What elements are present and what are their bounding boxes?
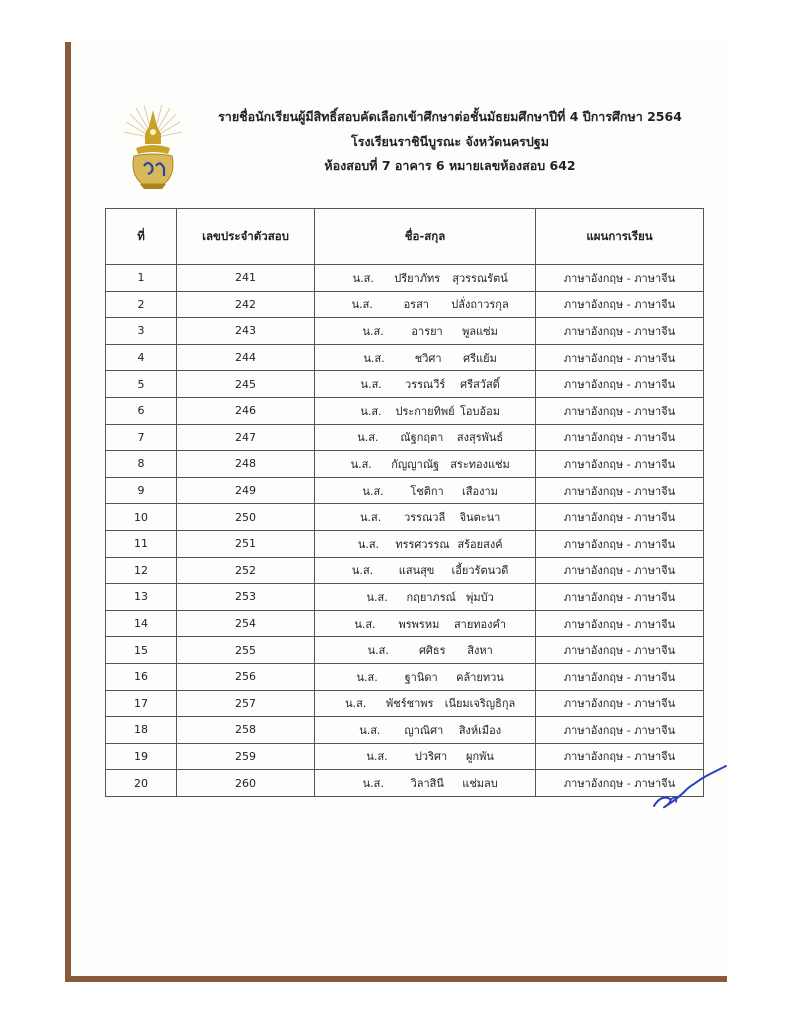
document-header [200, 105, 700, 179]
study-plan: ภาษาอังกฤษ - ภาษาจีน [536, 291, 704, 318]
last-name: พุ่มบัว [466, 590, 494, 604]
name-prefix: น.ส. [354, 617, 376, 631]
exam-id: 250 [177, 504, 315, 531]
last-name: เนียมเจริญธิกุล [444, 697, 516, 711]
last-name: ปลั่งถาวรกุล [451, 298, 509, 312]
table-row [106, 770, 704, 797]
name-prefix: น.ส. [359, 723, 381, 737]
name-prefix: น.ส. [367, 644, 389, 658]
row-number: 10 [106, 504, 177, 531]
last-name: สายทองคำ [453, 617, 507, 631]
table-row [106, 371, 704, 398]
study-plan: ภาษาอังกฤษ - ภาษาจีน [536, 318, 704, 345]
first-name: อรสา [403, 298, 429, 312]
study-plan: ภาษาอังกฤษ - ภาษาจีน [536, 265, 704, 292]
exam-id: 256 [177, 663, 315, 690]
first-name: ญาณิศา [404, 723, 444, 737]
row-number: 8 [106, 451, 177, 478]
row-number: 13 [106, 584, 177, 611]
first-name: วรรณวีร์ [405, 378, 446, 392]
first-name: ประกายทิพย์ [395, 404, 455, 418]
first-name: วรรณวลี [404, 511, 446, 525]
last-name: ศรีแย้ม [463, 351, 497, 365]
last-name: แช่มลบ [462, 777, 498, 791]
first-name: ปวริศา [414, 750, 448, 764]
row-number: 3 [106, 318, 177, 345]
table-body [106, 265, 704, 797]
name-prefix: น.ส. [362, 777, 384, 791]
exam-id: 260 [177, 770, 315, 797]
study-plan: ภาษาอังกฤษ - ภาษาจีน [536, 584, 704, 611]
name-prefix: น.ส. [352, 271, 374, 285]
row-number: 14 [106, 610, 177, 637]
student-name [315, 318, 536, 345]
student-roster-table [105, 208, 704, 797]
name-prefix: น.ส. [356, 670, 378, 684]
last-name: สงสุรพันธ์ [456, 431, 504, 445]
school-name: โรงเรียนราชินีบูรณะ จังหวัดนครปฐม [351, 133, 549, 149]
study-plan: ภาษาอังกฤษ - ภาษาจีน [536, 397, 704, 424]
first-name: ณัฐกฤตา [400, 431, 444, 445]
student-name [315, 424, 536, 451]
table-row [106, 690, 704, 717]
table-row [106, 743, 704, 770]
study-plan: ภาษาอังกฤษ - ภาษาจีน [536, 690, 704, 717]
last-name: ผูกพัน [466, 750, 494, 764]
row-number: 19 [106, 743, 177, 770]
table-row [106, 610, 704, 637]
first-name: ทรรศวรรณ [395, 537, 450, 551]
study-plan: ภาษาอังกฤษ - ภาษาจีน [536, 371, 704, 398]
exam-id: 253 [177, 584, 315, 611]
last-name: เอี้ยวรัตนวดี [451, 564, 509, 578]
study-plan: ภาษาอังกฤษ - ภาษาจีน [536, 717, 704, 744]
first-name: กัญญาณัฐ [391, 457, 440, 471]
student-name [315, 770, 536, 797]
table-row [106, 318, 704, 345]
handwritten-signature [650, 762, 730, 812]
exam-id: 248 [177, 451, 315, 478]
student-name [315, 371, 536, 398]
exam-room-info: ห้องสอบที่ 7 อาคาร 6 หมายเลขห้องสอบ 642 [324, 158, 576, 173]
table-row [106, 584, 704, 611]
student-name [315, 663, 536, 690]
column-header-exam-id: เลขประจำตัวสอบ [177, 209, 315, 265]
document-title: รายชื่อนักเรียนผู้มีสิทธิ์สอบคัดเลือกเข้าศึกษาต่อชั้นมัธยมศึกษาปีที่ 4 ปีการศึกษา 2564 [218, 109, 682, 124]
student-name [315, 557, 536, 584]
name-prefix: น.ส. [360, 511, 382, 525]
study-plan: ภาษาอังกฤษ - ภาษาจีน [536, 477, 704, 504]
name-prefix: น.ส. [351, 564, 374, 578]
row-number: 11 [106, 530, 177, 557]
last-name: จินตะนา [459, 511, 501, 525]
table-row [106, 344, 704, 371]
study-plan: ภาษาอังกฤษ - ภาษาจีน [536, 743, 704, 770]
table-row [106, 451, 704, 478]
name-prefix: น.ส. [360, 404, 382, 418]
student-name [315, 743, 536, 770]
first-name: วิลาสินี [410, 777, 444, 791]
exam-id: 245 [177, 371, 315, 398]
study-plan: ภาษาอังกฤษ - ภาษาจีน [536, 610, 704, 637]
table-row [106, 530, 704, 557]
row-number: 1 [106, 265, 177, 292]
study-plan: ภาษาอังกฤษ - ภาษาจีน [536, 663, 704, 690]
row-number: 12 [106, 557, 177, 584]
column-header-full-name: ชื่อ-สกุล [315, 209, 536, 265]
school-emblem-logo [122, 104, 184, 190]
table-row [106, 397, 704, 424]
table-row [106, 424, 704, 451]
student-name [315, 477, 536, 504]
last-name: โอบอ้อม [460, 404, 500, 418]
first-name: อารยา [411, 324, 443, 338]
exam-id: 247 [177, 424, 315, 451]
last-name: พูลแซ่ม [462, 324, 498, 338]
first-name: โชติกา [410, 484, 444, 498]
first-name: ชวิศา [414, 351, 442, 365]
student-name [315, 344, 536, 371]
row-number: 18 [106, 717, 177, 744]
column-header-number: ที่ [106, 209, 177, 265]
row-number: 17 [106, 690, 177, 717]
exam-id: 255 [177, 637, 315, 664]
student-name [315, 504, 536, 531]
table-row [106, 265, 704, 292]
study-plan: ภาษาอังกฤษ - ภาษาจีน [536, 770, 704, 797]
first-name: ฐานิดา [404, 670, 438, 684]
last-name: สระทองแช่ม [450, 457, 510, 471]
study-plan: ภาษาอังกฤษ - ภาษาจีน [536, 557, 704, 584]
exam-id: 259 [177, 743, 315, 770]
column-header-study-plan: แผนการเรียน [536, 209, 704, 265]
study-plan: ภาษาอังกฤษ - ภาษาจีน [536, 504, 704, 531]
row-number: 16 [106, 663, 177, 690]
last-name: คล้ายทวน [456, 670, 504, 684]
study-plan: ภาษาอังกฤษ - ภาษาจีน [536, 451, 704, 478]
name-prefix: น.ส. [357, 431, 379, 445]
table-row [106, 477, 704, 504]
student-name [315, 397, 536, 424]
table-row [106, 663, 704, 690]
exam-id: 257 [177, 690, 315, 717]
name-prefix: น.ส. [350, 457, 372, 471]
name-prefix: น.ส. [366, 590, 388, 604]
table-row [106, 504, 704, 531]
row-number: 20 [106, 770, 177, 797]
last-name: สิงหา [467, 644, 493, 658]
student-name [315, 451, 536, 478]
name-prefix: น.ส. [351, 298, 373, 312]
first-name: กฤยาภรณ์ [406, 590, 456, 604]
name-prefix: น.ส. [345, 697, 367, 711]
table-row [106, 637, 704, 664]
study-plan: ภาษาอังกฤษ - ภาษาจีน [536, 424, 704, 451]
first-name: ศศิธร [418, 644, 446, 658]
page-frame-bottom [65, 976, 727, 982]
student-name [315, 291, 536, 318]
exam-id: 244 [177, 344, 315, 371]
study-plan: ภาษาอังกฤษ - ภาษาจีน [536, 637, 704, 664]
last-name: ศรีสวัสดิ์ [460, 378, 500, 392]
last-name: สร้อยสงค์ [457, 537, 503, 551]
row-number: 9 [106, 477, 177, 504]
student-name [315, 584, 536, 611]
exam-id: 246 [177, 397, 315, 424]
name-prefix: น.ส. [362, 484, 384, 498]
name-prefix: น.ส. [357, 537, 380, 551]
table-header-row [106, 209, 704, 265]
exam-id: 249 [177, 477, 315, 504]
table-row [106, 717, 704, 744]
table-row [106, 291, 704, 318]
table-row [106, 557, 704, 584]
student-name [315, 637, 536, 664]
student-name [315, 265, 536, 292]
last-name: สิงห์เมือง [458, 723, 502, 737]
student-name [315, 530, 536, 557]
last-name: สุวรรณรัตน์ [452, 271, 508, 285]
study-plan: ภาษาอังกฤษ - ภาษาจีน [536, 344, 704, 371]
row-number: 6 [106, 397, 177, 424]
student-name [315, 690, 536, 717]
exam-id: 242 [177, 291, 315, 318]
first-name: พรพรหม [398, 617, 440, 631]
row-number: 7 [106, 424, 177, 451]
name-prefix: น.ส. [360, 378, 382, 392]
last-name: เสืองาม [462, 484, 498, 498]
row-number: 2 [106, 291, 177, 318]
exam-id: 254 [177, 610, 315, 637]
exam-id: 243 [177, 318, 315, 345]
name-prefix: น.ส. [366, 750, 388, 764]
exam-id: 251 [177, 530, 315, 557]
student-name [315, 717, 536, 744]
row-number: 5 [106, 371, 177, 398]
name-prefix: น.ส. [362, 324, 384, 338]
row-number: 15 [106, 637, 177, 664]
first-name: ปรียาภัทร [394, 271, 441, 285]
first-name: พัชร์ชาพร [385, 697, 434, 711]
first-name: แสนสุข [398, 564, 435, 578]
exam-id: 241 [177, 265, 315, 292]
name-prefix: น.ส. [363, 351, 385, 365]
row-number: 4 [106, 344, 177, 371]
exam-id: 258 [177, 717, 315, 744]
exam-id: 252 [177, 557, 315, 584]
student-name [315, 610, 536, 637]
study-plan: ภาษาอังกฤษ - ภาษาจีน [536, 530, 704, 557]
